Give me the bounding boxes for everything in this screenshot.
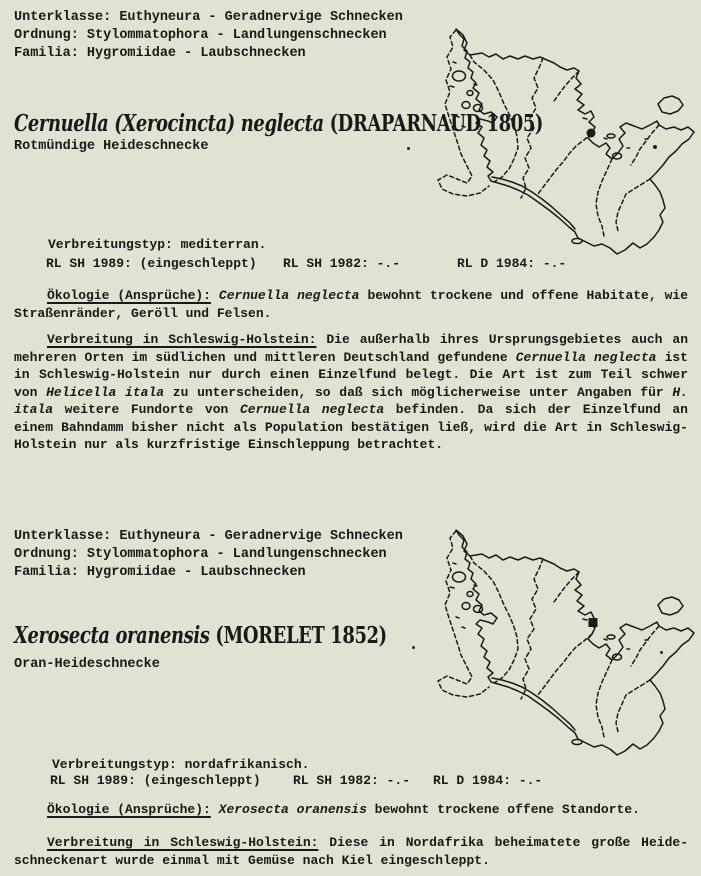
rl-sh-1989: RL SH 1989: (eingeschleppt) (46, 256, 257, 271)
rl-d-1984: RL D 1984: -.- (457, 256, 567, 271)
text-segment: H. itala (14, 384, 689, 417)
text-segment: Cernuella neglecta (515, 349, 657, 365)
text-segment: Diese in Nordafrika beheimatete große Heide-schneckenart wurde einmal mit Gemüse nach Kiel eingeschleppt. (14, 835, 688, 868)
ecology-paragraph (14, 801, 688, 819)
common-name: Oran-Heideschnecke (14, 657, 160, 672)
text-segment: bewohnt trockene offene Standorte. (366, 802, 640, 817)
text-segment: Cernuella neglecta (239, 402, 385, 417)
taxonomy-block (14, 528, 403, 582)
text-segment: Cernuella (Xerocincta) neglecta (14, 110, 330, 137)
taxonomy-line-unterklasse: Unterklasse: Euthyneura - Geradnervige Schnecken (14, 10, 403, 25)
text-segment: Cernuella neglecta (218, 288, 360, 303)
rl-sh-1982: RL SH 1982: -.- (293, 773, 411, 788)
distribution-map-schleswig-holstein (424, 527, 700, 767)
print-speck (412, 646, 415, 649)
verbreitungstyp-line: Verbreitungstyp: nordafrikanisch. (52, 757, 310, 772)
distribution-paragraph (14, 834, 688, 869)
text-segment (211, 802, 219, 817)
text-segment: Ökologie (Ansprüche): (47, 802, 211, 817)
record-marker-dot-icon (587, 129, 596, 138)
map-svg (424, 527, 700, 767)
text-segment: zu unterscheiden, so daß sich möglicherweise unter Angaben für (164, 384, 673, 400)
text-segment: bewohnt trockene und offene Habitate, wie Straßenränder, Geröll und Felsen. (14, 288, 688, 321)
red-list-line (50, 772, 542, 790)
distribution-paragraph (14, 331, 688, 454)
rl-sh-1982: RL SH 1982: -.- (283, 256, 401, 271)
text-segment: Ökologie (Ansprüche): (47, 288, 211, 303)
text-segment: befinden. Da sich der Einzelfund an einem Bahndamm bisher nicht als Population bestätigen ließ, wird die Art in Schleswig-Holstein nur als kurzfristige Einschleppung betrachtet. (14, 402, 688, 452)
text-segment: weitere Fundorte von (53, 402, 240, 417)
text-segment: Xerosecta oranensis (218, 802, 367, 817)
text-segment: Verbreitung in Schleswig-Holstein: (47, 835, 319, 850)
text-segment: (DRAPARNAUD 1805) (329, 110, 544, 137)
text-segment: Die außerhalb ihres Ursprungsgebietes auch an mehreren Orten im südlichen und mittleren Deutschland gefundene (14, 332, 688, 365)
rl-sh-1989: RL SH 1989: (eingeschleppt) (50, 773, 261, 788)
verbreitungstyp-line: Verbreitungstyp: mediterran. (48, 237, 267, 252)
red-list-line (46, 255, 566, 273)
text-segment: Verbreitung in Schleswig-Holstein: (47, 332, 317, 347)
rl-d-1984: RL D 1984: -.- (433, 773, 543, 788)
taxonomy-block (14, 9, 403, 63)
taxonomy-line-unterklasse: Unterklasse: Euthyneura - Geradnervige Schnecken (14, 529, 403, 544)
species-heading (14, 622, 387, 649)
text-segment: Xerosecta oranensis (14, 622, 216, 649)
common-name: Rotmündige Heideschnecke (14, 139, 209, 154)
text-segment: ist in Schleswig-Holstein nur durch einen Einzelfund belegt. Die Art ist zum Teil schwer von (14, 349, 688, 400)
taxonomy-line-familia: Familia: Hygromiidae - Laubschnecken (14, 46, 306, 61)
ecology-paragraph (14, 287, 688, 322)
record-marker-square-icon (589, 618, 598, 627)
text-segment (211, 288, 219, 303)
text-segment: Helicella itala (46, 384, 165, 400)
print-speck (407, 147, 410, 150)
map-svg (424, 26, 700, 266)
taxonomy-line-ordnung: Ordnung: Stylommatophora - Landlungenschnecken (14, 28, 387, 43)
taxonomy-line-ordnung: Ordnung: Stylommatophora - Landlungenschnecken (14, 547, 387, 562)
taxonomy-line-familia: Familia: Hygromiidae - Laubschnecken (14, 565, 306, 580)
distribution-map-schleswig-holstein (424, 26, 700, 266)
text-segment: (MORELET 1852) (215, 622, 387, 649)
